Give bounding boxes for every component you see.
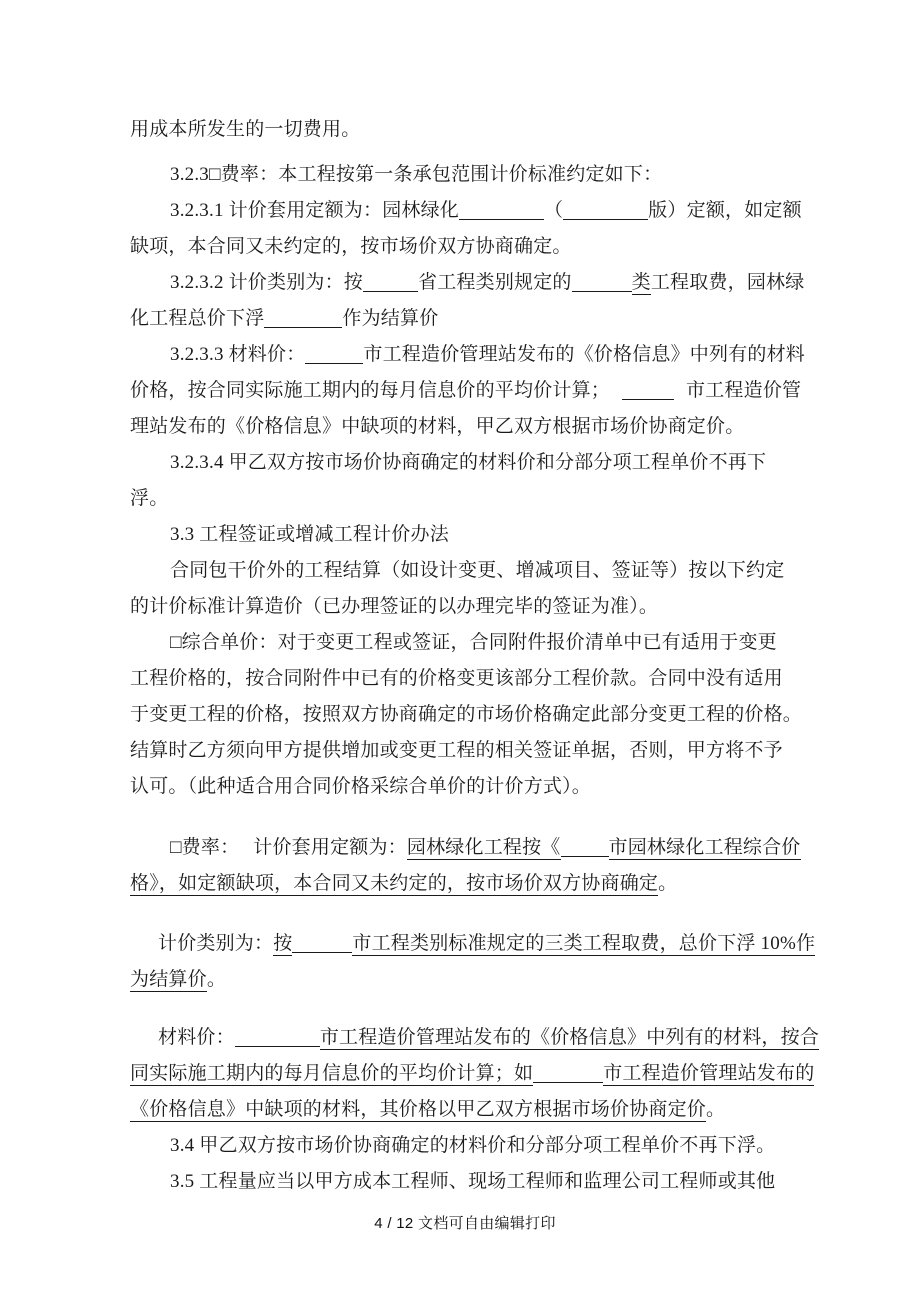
document-line xyxy=(130,661,800,697)
document-line xyxy=(130,481,800,517)
blank-fill-field xyxy=(533,1063,603,1083)
document-line xyxy=(130,193,800,229)
text-run: 计价套用定额为： xyxy=(253,837,407,858)
text-run: 。 xyxy=(206,969,227,990)
blank-fill-field xyxy=(459,200,544,220)
text-run: 结算时乙方须向甲方提供增加或变更工程的相关签证单据，否则，甲方将不予 xyxy=(130,740,783,761)
text-run: 理站发布的《价格信息》中缺项的材料，甲乙双方根据市场价协商定价。 xyxy=(130,416,745,437)
document-line xyxy=(130,1020,820,1056)
text-run: 市工程造价管 xyxy=(686,380,802,401)
spacer xyxy=(610,377,622,396)
text-run: □费率： xyxy=(170,837,240,858)
text-run: 省工程类别规定的 xyxy=(418,272,572,293)
text-run: 缺项，本合同又未约定的，按市场价双方协商确定。 xyxy=(130,236,572,257)
text-run: 版）定额，如定额 xyxy=(648,200,802,221)
page-footer: 4 / 12 文档可自由编辑打印 xyxy=(374,1215,556,1232)
document-line xyxy=(130,409,800,445)
text-run: 认可。（此种适合用合同价格采综合单价的计价方式）。 xyxy=(130,776,592,797)
text-run: 作为结算价 xyxy=(342,308,439,329)
document-line xyxy=(130,112,800,148)
document-line xyxy=(130,157,800,193)
document-line xyxy=(130,265,805,301)
text-run: 化工程总价下浮 xyxy=(130,308,265,329)
text-run: 3.3 工程签证或增减工程计价办法 xyxy=(170,524,449,545)
document-line xyxy=(130,769,800,805)
document-line xyxy=(130,733,800,769)
underlined-text-run: 《价格信息》中缺项的材料，其价格以甲乙双方根据市场价协商定价 xyxy=(130,1099,707,1120)
document-line xyxy=(130,517,800,553)
document-line xyxy=(130,962,800,998)
blank-fill-field xyxy=(363,272,418,292)
document-line xyxy=(130,445,800,481)
underlined-text-run: 按 xyxy=(273,933,293,954)
underlined-text-run: 类 xyxy=(631,272,651,293)
text-run: 于变更工程的价格，按照双方协商确定的市场价格确定此部分变更工程的价格。 xyxy=(130,704,803,725)
document-line xyxy=(130,1164,800,1200)
document-line xyxy=(130,1092,800,1128)
blank-fill-field xyxy=(563,200,648,220)
document-line xyxy=(130,553,800,589)
text-run: 浮。 xyxy=(130,488,169,509)
document-line xyxy=(130,589,800,625)
text-run: 3.2.3.3 材料价： xyxy=(170,344,306,365)
text-run: 3.2.3.1 计价套用定额为：园林绿化 xyxy=(170,200,460,221)
underlined-text-run: 市园林绿化工程综合价 xyxy=(608,837,801,858)
text-run: 用成本所发生的一切费用。 xyxy=(130,119,361,140)
spacer xyxy=(239,834,253,853)
spacer xyxy=(674,377,686,396)
text-run: □综合单价：对于变更工程或签证，合同附件报价清单中已有适用于变更 xyxy=(170,632,777,653)
text-run: 3.2.3□费率：本工程按第一条承包范围计价标准约定如下： xyxy=(170,164,663,185)
document-line xyxy=(130,625,800,661)
document-line xyxy=(130,926,816,962)
underlined-text-run: 市工程类别标准规定的三类工程取费，总价下浮 10%作 xyxy=(352,933,816,954)
blank-fill-field xyxy=(264,308,342,328)
document-line xyxy=(130,1056,815,1092)
underlined-text-run: 市工程造价管理站发布的 xyxy=(603,1063,815,1084)
text-run: 计价类别为： xyxy=(158,933,274,954)
text-run: 的计价标准计算造价（已办理签证的以办理完毕的签证为准）。 xyxy=(130,596,659,617)
text-run: 市工程造价管理站发布的《价格信息》中列有的材料 xyxy=(363,344,806,365)
text-run: 。 xyxy=(658,873,678,894)
underlined-text-run: 园林绿化工程按《 xyxy=(406,837,561,858)
text-run: 3.4 甲乙双方按市场价协商确定的材料价和分部分项工程单价不再下浮。 xyxy=(170,1135,776,1156)
blank-fill-field xyxy=(235,1027,320,1047)
blank-fill-field xyxy=(622,380,674,400)
blank-fill-field xyxy=(292,933,352,953)
blank-fill-field xyxy=(572,272,632,292)
text-run: 。 xyxy=(706,1099,726,1120)
text-run: 工程取费，园林绿 xyxy=(650,272,805,293)
document-line xyxy=(130,1128,800,1164)
text-run: 3.2.3.4 甲乙双方按市场价协商确定的材料价和分部分项工程单价不再下 xyxy=(170,452,767,473)
document-line xyxy=(130,697,803,733)
blank-fill-field xyxy=(305,344,363,364)
document-line xyxy=(130,373,800,409)
document-line xyxy=(130,830,800,866)
text-run: 材料价： xyxy=(158,1027,235,1048)
text-run: （ xyxy=(544,200,564,221)
text-run: 3.5 工程量应当以甲方成本工程师、现场工程师和监理公司工程师或其他 xyxy=(170,1171,776,1192)
text-run: 合同包干价外的工程结算（如设计变更、增减项目、签证等）按以下约定 xyxy=(170,560,785,581)
document-line xyxy=(130,229,800,265)
document-body xyxy=(130,112,820,1200)
document-line xyxy=(130,301,800,337)
text-run: 工程价格的，按合同附件中已有的价格变更该部分工程价款。合同中没有适用 xyxy=(130,668,783,689)
underlined-text-run: 市工程造价管理站发布的《价格信息》中列有的材料，按合 xyxy=(319,1027,820,1048)
blank-fill-field xyxy=(561,837,609,857)
document-line xyxy=(130,866,800,902)
underlined-text-run: 为结算价 xyxy=(130,969,207,990)
document-line xyxy=(130,337,806,373)
text-run: 3.2.3.2 计价类别为：按 xyxy=(170,272,364,293)
text-run: 价格，按合同实际施工期内的每月信息价的平均价计算； xyxy=(130,380,611,401)
underlined-text-run: 格》，如定额缺项，本合同又未约定的，按市场价双方协商确定 xyxy=(130,873,659,894)
underlined-text-run: 同实际施工期内的每月信息价的平均价计算；如 xyxy=(130,1063,534,1084)
